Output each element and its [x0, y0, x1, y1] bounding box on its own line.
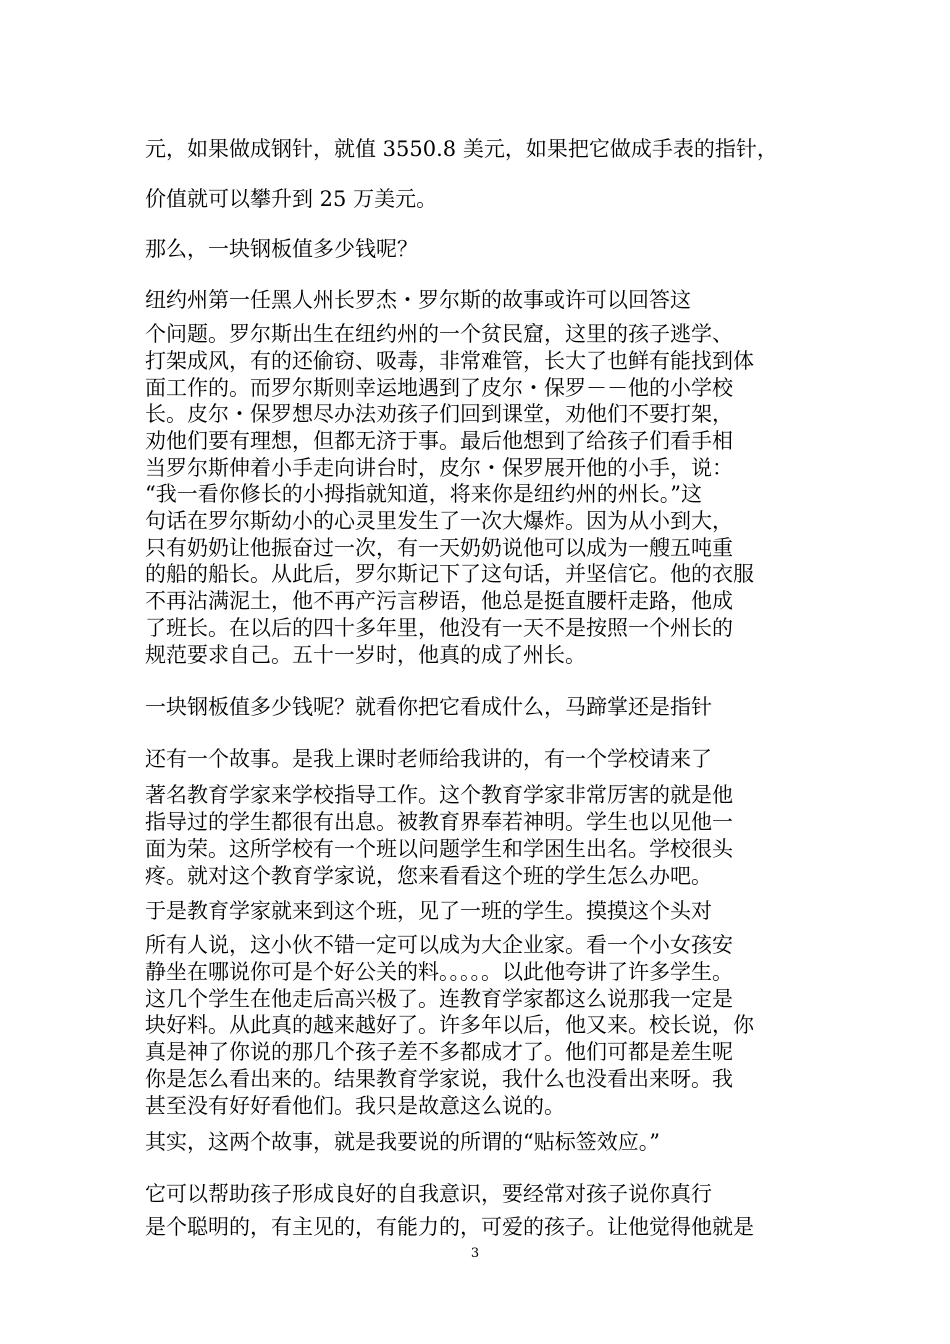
text-line: 劝他们要有理想，但都无济于事。最后他想到了给孩子们看手相 [145, 429, 733, 453]
text-line: 当罗尔斯伸着小手走向讲台时，皮尔・保罗展开他的小手，说： [145, 456, 733, 480]
text-line: 句话在罗尔斯幼小的心灵里发生了一次大爆炸。因为从小到大， [145, 509, 733, 533]
page-number: 3 [470, 1246, 480, 1261]
text-line: 面工作的。而罗尔斯则幸运地遇到了皮尔・保罗－－他的小学校 [145, 376, 733, 400]
text-line: 的船的船长。从此后，罗尔斯记下了这句话，并坚信它。他的衣服 [145, 562, 754, 586]
text-line: 打架成风，有的还偷窃、吸毒，非常难管，长大了也鲜有能找到体 [145, 349, 754, 373]
text-line: 只有奶奶让他振奋过一次，有一天奶奶说他可以成为一艘五吨重 [145, 536, 733, 560]
text-line: 甚至没有好好看他们。我只是故意这么说的。 [145, 1094, 565, 1118]
text-line: 这几个学生在他走后高兴极了。连教育学家都这么说那我一定是 [145, 987, 733, 1011]
text-line: 静坐在哪说你可是个好公关的料。。。。。以此他夸讲了许多学生。 [145, 960, 733, 984]
text-line: 元，如果做成钢针，就值 3550.8 美元，如果把它做成手表的指针， [145, 137, 778, 161]
text-line: 一块钢板值多少钱呢？就看你把它看成什么，马蹄掌还是指针 [145, 695, 712, 719]
text-line: 价值就可以攀升到 25 万美元。 [145, 187, 438, 211]
text-line: 还有一个故事。是我上课时老师给我讲的，有一个学校请来了 [145, 747, 712, 771]
text-line: 你是怎么看出来的。结果教育学家说，我什么也没看出来呀。我 [145, 1067, 733, 1091]
text-line: 其实，这两个故事，就是我要说的所谓的“贴标签效应。” [145, 1130, 660, 1154]
text-line: 于是教育学家就来到这个班，见了一班的学生。摸摸这个头对 [145, 899, 712, 923]
text-line: 那么，一块钢板值多少钱呢？ [145, 237, 418, 261]
text-line: “我一看你修长的小拇指就知道，将来你是纽约州的州长。”这 [145, 482, 702, 506]
text-line: 面为荣。这所学校有一个班以问题学生和学困生出名。学校很头 [145, 837, 733, 861]
text-line: 所有人说，这小伙不错一定可以成为大企业家。看一个小女孩安 [145, 933, 733, 957]
text-line: 块好料。从此真的越来越好了。许多年以后，他又来。校长说，你 [145, 1013, 754, 1037]
text-line: 不再沾满泥土，他不再产污言秽语，他总是挺直腰杆走路，他成 [145, 589, 733, 613]
text-line: 长。皮尔・保罗想尽办法劝孩子们回到课堂，劝他们不要打架， [145, 402, 733, 426]
text-line: 真是神了你说的那几个孩子差不多都成才了。他们可都是差生呢 [145, 1040, 733, 1064]
text-line: 著名教育学家来学校指导工作。这个教育学家非常厉害的就是他 [145, 783, 733, 807]
text-line: 疼。就对这个教育学家说，您来看看这个班的学生怎么办吧。 [145, 864, 712, 888]
text-line: 它可以帮助孩子形成良好的自我意识，要经常对孩子说你真行 [145, 1182, 712, 1206]
text-line: 纽约州第一任黑人州长罗杰・罗尔斯的故事或许可以回答这 [145, 288, 691, 312]
text-line: 个问题。罗尔斯出生在纽约州的一个贫民窟，这里的孩子逃学、 [145, 322, 733, 346]
text-line: 了班长。在以后的四十多年里，他没有一天不是按照一个州长的 [145, 616, 733, 640]
text-line: 是个聪明的，有主见的，有能力的，可爱的孩子。让他觉得他就是 [145, 1215, 754, 1239]
text-line: 规范要求自己。五十一岁时，他真的成了州长。 [145, 643, 586, 667]
text-line: 指导过的学生都很有出息。被教育界奉若神明。学生也以见他一 [145, 810, 733, 834]
